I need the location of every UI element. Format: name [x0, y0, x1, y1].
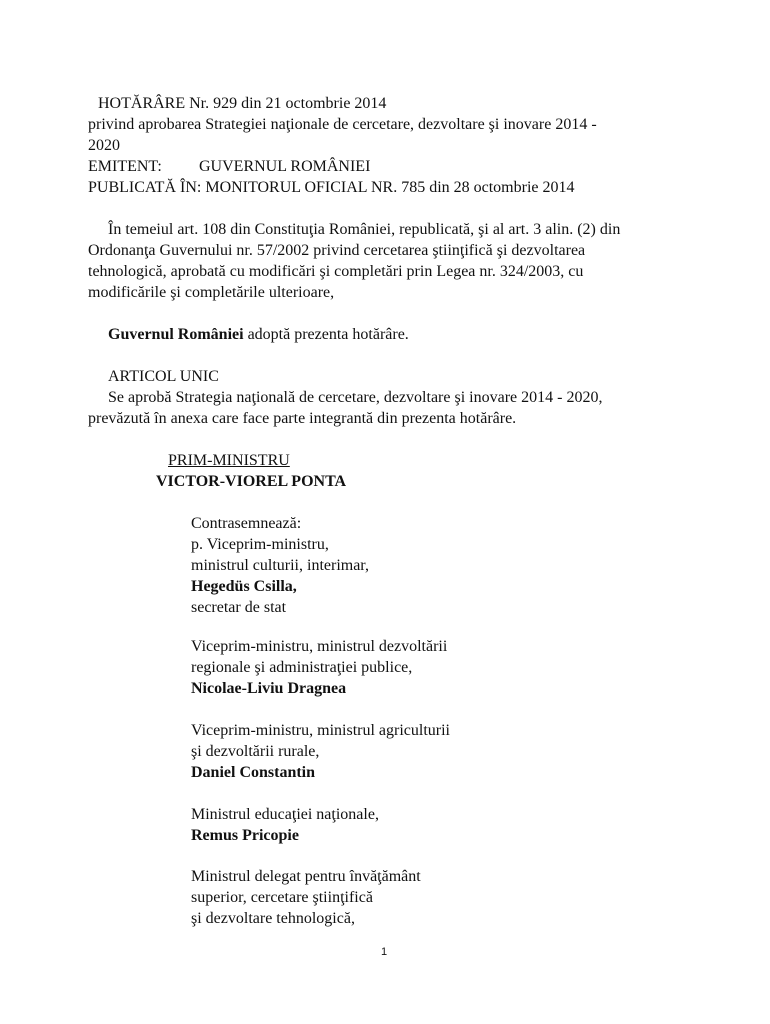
countersign-line: p. Viceprim-ministru, — [191, 536, 329, 553]
countersign-name: Daniel Constantin — [191, 764, 316, 781]
preamble-line: modificările şi completările ulterioare, — [88, 284, 335, 301]
preamble-line: tehnologică, aprobată cu modificări şi completări prin Legea nr. 324/2003, cu — [88, 263, 584, 280]
countersign-name: Nicolae-Liviu Dragnea — [191, 680, 347, 697]
adoption-statement — [108, 324, 409, 345]
countersign-line: regionale şi administraţiei publice, — [191, 659, 413, 676]
countersign-line: Viceprim-ministru, ministrul dezvoltării — [191, 638, 448, 655]
signatory-name: VICTOR-VIOREL PONTA — [156, 473, 347, 490]
adoption-text: adoptă prezenta hotărâre. — [243, 326, 409, 343]
document-subject-line: privind aprobarea Strategiei naţionale de cercetare, dezvoltare şi inovare 2014 - — [88, 116, 597, 133]
document-subject-line: 2020 — [88, 137, 120, 154]
article-heading: ARTICOL UNIC — [108, 368, 219, 385]
countersign-line: şi dezvoltare tehnologică, — [191, 910, 355, 927]
countersign-line: Ministrul delegat pentru învăţământ — [191, 868, 421, 885]
countersign-line: Ministrul educaţiei naţionale, — [191, 806, 379, 823]
government-name: Guvernul României — [108, 326, 244, 343]
countersign-line: Viceprim-ministru, ministrul agriculturii — [191, 722, 450, 739]
countersign-line: secretar de stat — [191, 599, 287, 616]
article-text-line: prevăzută în anexa care face parte integrantă din prezenta hotărâre. — [88, 410, 517, 427]
page-number: 1 — [381, 946, 388, 958]
document-title: HOTĂRÂRE Nr. 929 din 21 octombrie 2014 — [98, 95, 387, 112]
countersign-line: şi dezvoltării rurale, — [191, 743, 320, 760]
countersign-line: ministrul culturii, interimar, — [191, 557, 369, 574]
preamble-line: În temeiul art. 108 din Constituţia României, republicată, şi al art. 3 alin. (2) din — [108, 221, 621, 238]
countersign-heading: Contrasemnează: — [191, 515, 302, 532]
issuer-label: EMITENT: — [88, 158, 162, 175]
issuer-value: GUVERNUL ROMÂNIEI — [199, 158, 371, 175]
countersign-line: superior, cercetare ştiinţifică — [191, 889, 373, 906]
signatory-role: PRIM-MINISTRU — [168, 452, 290, 469]
preamble-line: Ordonanţa Guvernului nr. 57/2002 privind cercetarea ştiinţifică şi dezvoltarea — [88, 242, 586, 259]
article-text-line: Se aprobă Strategia naţională de cercetare, dezvoltare şi inovare 2014 - 2020, — [108, 389, 603, 406]
countersign-name: Remus Pricopie — [191, 827, 299, 844]
publication-info: PUBLICATĂ ÎN: MONITORUL OFICIAL NR. 785 din 28 octombrie 2014 — [88, 179, 575, 196]
countersign-name: Hegedüs Csilla, — [191, 578, 297, 595]
